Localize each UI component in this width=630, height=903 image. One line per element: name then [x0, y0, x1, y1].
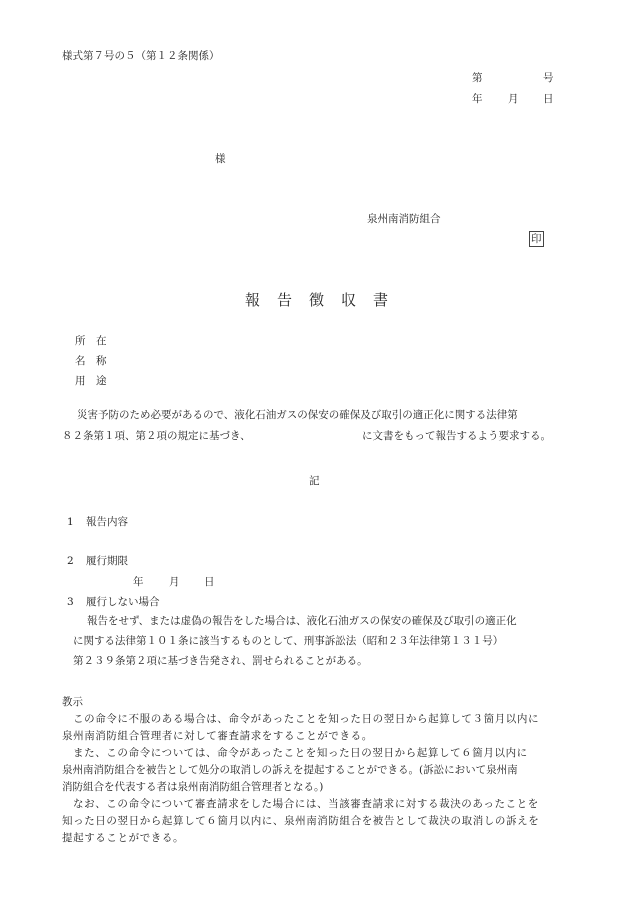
item3-label: 履行しない場合 [86, 596, 160, 608]
item3-number: 3 [67, 596, 74, 608]
notice-line-2: 泉州南消防組合管理者に対して審査請求をすることができる。 [62, 730, 373, 742]
notice-line-7: 知った日の翌日から起算して６箇月以内に、泉州南消防組合を被告として裁決の取消しの訴えを [62, 815, 540, 827]
document-title: 報告徴収書 [245, 291, 406, 309]
date-year: 年 [472, 93, 483, 105]
item2-label: 履行期限 [86, 555, 128, 567]
item2-number: 2 [67, 555, 74, 567]
body-line-2a: ８２条第１項、第２項の規定に基づき、 [62, 430, 251, 442]
notice-line-8: 提起することができる。 [62, 832, 185, 844]
item2-date-year: 年 [133, 576, 144, 588]
date-month: 月 [508, 93, 519, 105]
item3-line-1: 報告をせず、または虚偽の報告をした場合は、液化石油ガスの保安の確保及び取引の適正化 [87, 615, 517, 627]
notice-line-5: 消防組合を代表する者は泉州南消防組合管理者となる。) [62, 781, 324, 793]
notice-line-1: この命令に不服のある場合は、命令があったことを知った日の翌日から起算して３箇月以内に [73, 713, 540, 725]
body-line-1: 災害予防のため必要があるので、液化石油ガスの保安の確保及び取引の適正化に関する法律第 [77, 409, 518, 421]
addressee-suffix: 様 [215, 153, 226, 165]
item2-date-day: 日 [204, 576, 215, 588]
number-suffix: 号 [543, 72, 554, 84]
item2-date-month: 月 [169, 576, 180, 588]
body-line-2b: に文書をもって報告するよう要求する。 [362, 430, 551, 442]
issuer-name: 泉州南消防組合 [367, 213, 441, 225]
item3-line-3: 第２３９条第２項に基づき告発され、罰せられることがある。 [73, 655, 368, 667]
number-prefix: 第 [472, 72, 483, 84]
field-name-label: 名 称 [75, 355, 107, 367]
ki-heading: 記 [309, 475, 320, 487]
item1-label: 報告内容 [86, 516, 128, 528]
seal-mark: 印 [531, 233, 542, 245]
field-location-label: 所 在 [75, 335, 107, 347]
item3-line-2: に関する法律第１０１条に該当するものとして、刑事訴訟法（昭和２３年法律第１３１号） [73, 635, 504, 647]
notice-heading: 教示 [62, 696, 83, 708]
date-day: 日 [543, 93, 554, 105]
notice-line-3: また、この命令については、命令があったことを知った日の翌日から起算して６箇月以内に [73, 747, 528, 759]
field-use-label: 用 途 [75, 375, 107, 387]
item1-number: 1 [67, 516, 74, 528]
notice-line-6: なお、この命令について審査請求をした場合には、当該審査請求に対する裁決のあったことを [73, 798, 539, 810]
notice-line-4: 泉州南消防組合を被告として処分の取消しの訴えを提起することができる。(訴訟において泉州南 [62, 764, 518, 776]
form-id: 様式第７号の５（第１２条関係） [62, 50, 220, 62]
